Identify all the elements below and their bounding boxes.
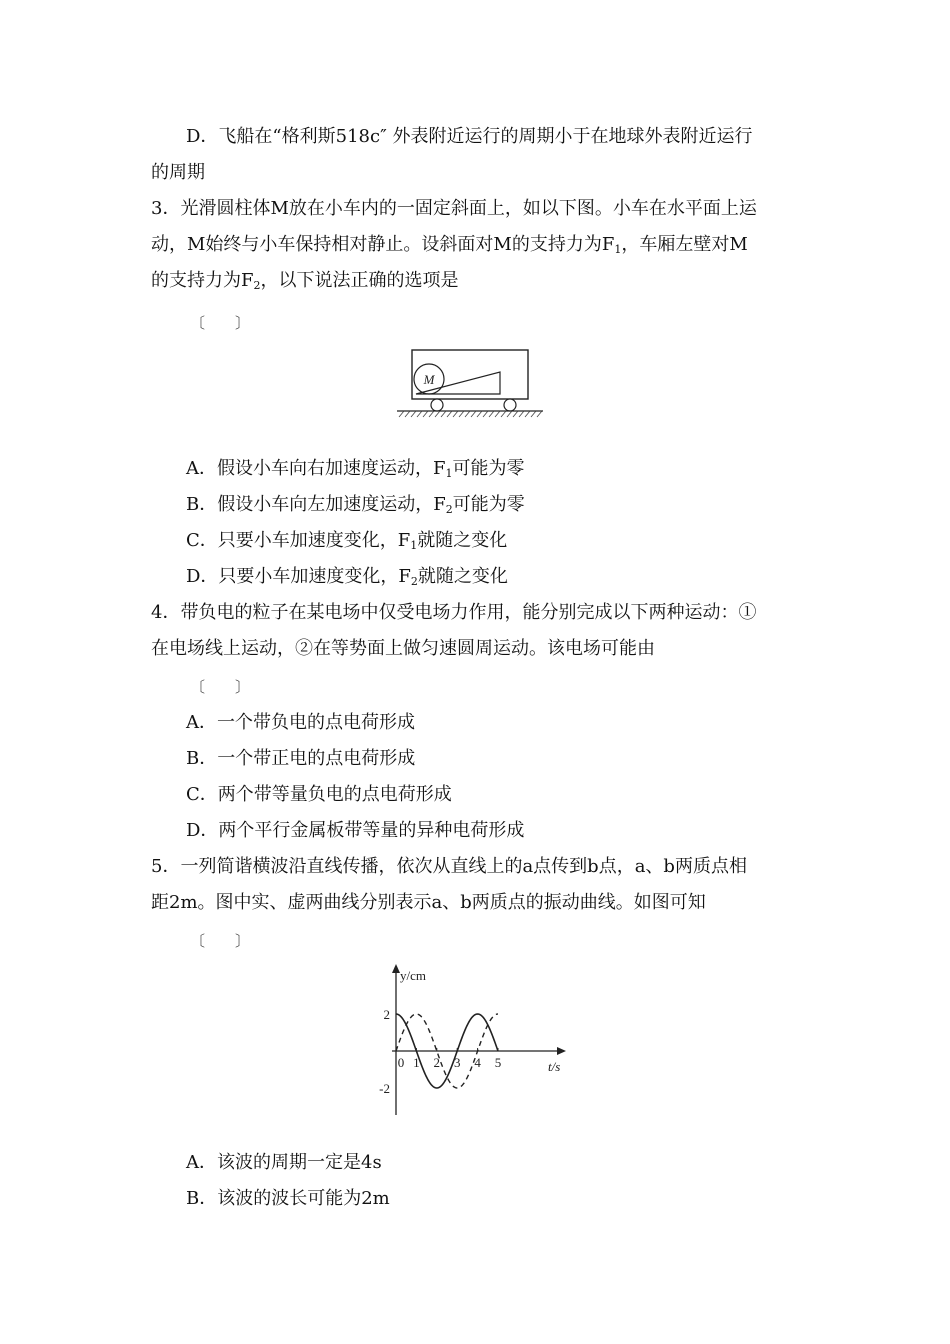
- x-tick-label: 0: [397, 1055, 405, 1070]
- prev-option-d-line2: 的周期: [151, 162, 205, 183]
- x-tick-label: 2: [433, 1055, 441, 1070]
- q3-stem-line1: 3．光滑圆柱体M放在小车内的一固定斜面上，如以下图。小车在水平面上运: [151, 198, 757, 219]
- q3-option-d: D．只要小车加速度变化，$F_2$就随之变化: [186, 566, 508, 588]
- q5-stem-line1: 5．一列简谐横波沿直线传播，依次从直线上的a点传到b点，a、b两质点相: [151, 856, 747, 877]
- q4-stem-line1: 4．带负电的粒子在某电场中仅受电场力作用，能分别完成以下两种运动：①: [151, 602, 757, 623]
- right-wheel: [504, 399, 516, 411]
- y-axis-arrow: [392, 964, 400, 973]
- q3-option-c: C．只要小车加速度变化，$F_1$就随之变化: [186, 530, 508, 552]
- q3-stem-line2: 动，M始终与小车保持相对静止。设斜面对M的支持力为$F_1$，车厢左壁对M: [151, 234, 748, 256]
- q4-stem-line2: 在电场线上运动，②在等势面上做匀速圆周运动。该电场可能由: [151, 638, 655, 659]
- x-tick-label: 5: [494, 1055, 502, 1070]
- q4-option-b: B．一个带正电的点电荷形成: [186, 748, 416, 769]
- q3-answer-bracket: 〔 〕: [190, 314, 251, 332]
- q5-answer-bracket: 〔 〕: [190, 932, 251, 950]
- q5-option-b: B．该波的波长可能为2m: [186, 1188, 390, 1209]
- x-tick-label: 3: [453, 1055, 461, 1070]
- x-axis-label: t/s: [548, 1059, 561, 1074]
- y-tick-label: 2: [383, 1007, 390, 1022]
- vibration-chart: [360, 960, 580, 1120]
- x-tick-label: 1: [413, 1055, 420, 1070]
- q3-option-b: B．假设小车向左加速度运动，$F_2$可能为零: [186, 494, 525, 516]
- q5-option-a: A．该波的周期一定是4s: [186, 1152, 382, 1173]
- q3-option-a: A．假设小车向右加速度运动，$F_1$可能为零: [186, 458, 525, 480]
- q4-option-c: C．两个带等量负电的点电荷形成: [186, 784, 452, 805]
- q3-stem-line3: 的支持力为$F_2$，以下说法正确的选项是: [151, 270, 459, 292]
- ground-hatching: [399, 411, 542, 417]
- q4-answer-bracket: 〔 〕: [190, 678, 251, 696]
- q4-option-a: A．一个带负电的点电荷形成: [186, 712, 415, 733]
- x-tick-label: 4: [474, 1055, 481, 1070]
- q4-option-d: D．两个平行金属板带等量的异种电荷形成: [186, 820, 525, 841]
- cart-figure: [395, 342, 545, 422]
- x-axis-arrow: [557, 1047, 566, 1055]
- y-tick-label: -2: [379, 1081, 390, 1096]
- cylinder-label: M: [423, 372, 435, 387]
- y-axis-label: y/cm: [400, 968, 426, 983]
- q5-stem-line2: 距2m。图中实、虚两曲线分别表示a、b两质点的振动曲线。如图可知: [151, 892, 706, 913]
- prev-option-d-line1: D．飞船在“格利斯518c″ 外表附近运行的周期小于在地球外表附近运行: [186, 126, 753, 147]
- left-wheel: [431, 399, 443, 411]
